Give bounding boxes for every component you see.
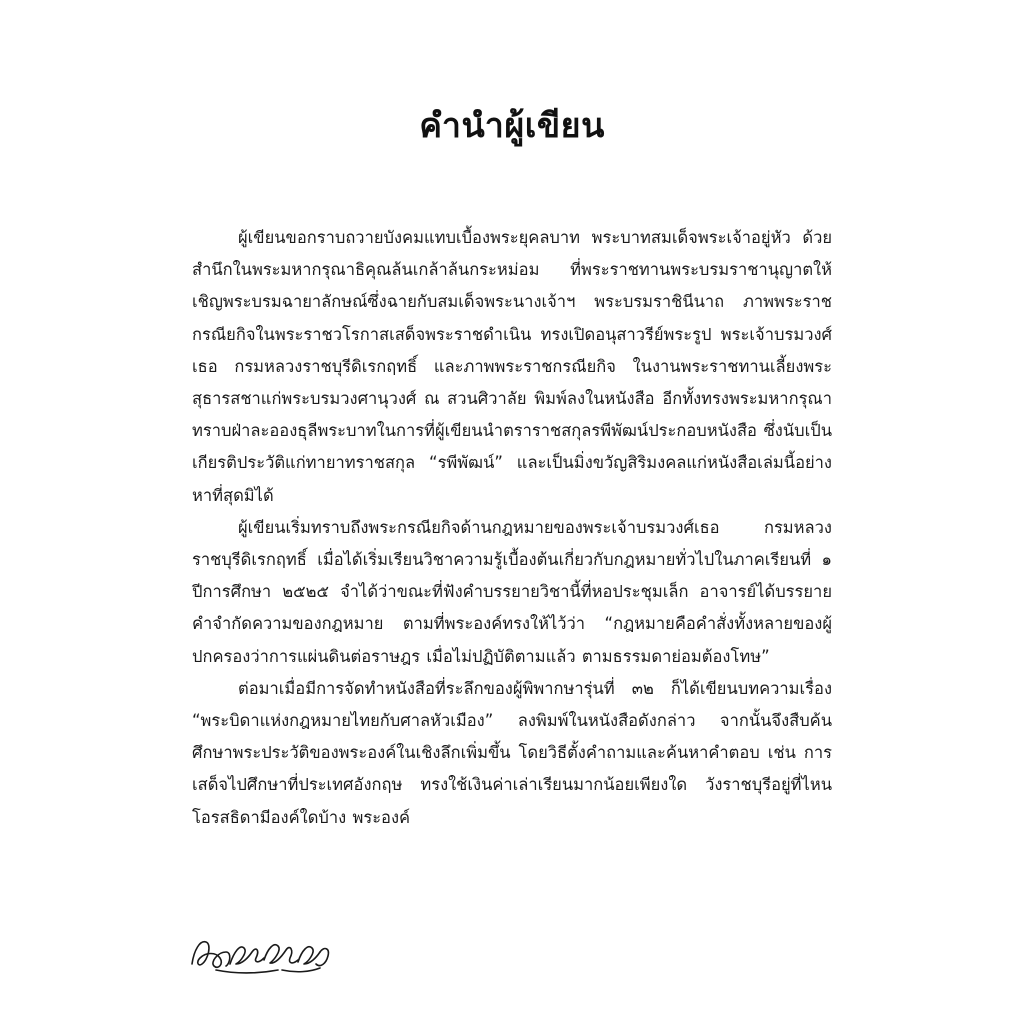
body-text <box>192 222 832 834</box>
page-title: คำนำผู้เขียน <box>419 106 605 146</box>
signature <box>186 930 366 982</box>
paragraph: ผู้เขียนเริ่มทราบถึงพระกรณียกิจด้านกฎหมายของพระเจ้าบรมวงศ์เธอ กรมหลวงราชบุรีดิเรกฤทธิ์ เมื่อได้เริ่มเรียนวิชาความรู้เบื้องต้นเกี่ยวกับกฎหมายทั่วไปในภาคเรียนที่ ๑ ปีการศึกษา ๒๕๒๕ จำได้ว่าขณะที่ฟังคำบรรยายวิชานี้ที่หอประชุมเล็ก อาจารย์ได้บรรยายคำจำกัดความของกฎหมาย ตามที่พระองค์ทรงให้ไว้ว่า “กฎหมายคือคำสั่งทั้งหลายของผู้ปกครองว่าการแผ่นดินต่อราษฎร เมื่อไม่ปฏิบัติตามแล้ว ตามธรรมดาย่อมต้องโทษ” <box>192 517 832 666</box>
paragraph: ผู้เขียนขอกราบถวายบังคมแทบเบื้องพระยุคลบาท พระบาทสมเด็จพระเจ้าอยู่หัว ด้วยสำนึกในพระมหากรุณาธิคุณล้นเกล้าล้นกระหม่อม ที่พระราชทานพระบรมราชานุญาตให้เชิญพระบรมฉายาลักษณ์ซึ่งฉายกับสมเด็จพระนางเจ้าฯ พระบรมราชินีนาถ ภาพพระราชกรณียกิจในพระราชวโรกาสเสด็จพระราชดำเนิน ทรงเปิดอนุสาวรีย์พระรูป พระเจ้าบรมวงศ์เธอ กรมหลวงราชบุรีดิเรกฤทธิ์ และภาพพระราชกรณียกิจ ในงานพระราชทานเลี้ยงพระสุธารสชาแก่พระบรมวงศานุวงศ์ ณ สวนศิวาลัย พิมพ์ลงในหนังสือ อีกทั้งทรงพระมหากรุณาทราบฝ่าละอองธุลีพระบาทในการที่ผู้เขียนนำตราราชสกุลรพีพัฒน์ประกอบหนังสือ ซึ่งนับเป็นเกียรติประวัติแก่ทายาทราชสกุล “รพีพัฒน์” และเป็นมิ่งขวัญสิริมงคลแก่หนังสือเล่มนี้อย่างหาที่สุดมิได้ <box>192 228 832 505</box>
paragraph: ต่อมาเมื่อมีการจัดทำหนังสือที่ระลึกของผู้พิพากษารุ่นที่ ๓๒ ก็ได้เขียนบทความเรื่อง “พระบิดาแห่งกฎหมายไทยกับศาลหัวเมือง” ลงพิมพ์ในหนังสือดังกล่าว จากนั้นจึงสืบค้นศึกษาพระประวัติของพระองค์ในเชิงลึกเพิ่มขึ้น โดยวิธีตั้งคำถามและค้นหาคำตอบ เช่น การเสด็จไปศึกษาที่ประเทศอังกฤษ ทรงใช้เงินค่าเล่าเรียนมากน้อยเพียงใด วังราชบุรีอยู่ที่ไหน โอรสธิดามีองค์ใดบ้าง พระองค์ <box>192 678 832 827</box>
